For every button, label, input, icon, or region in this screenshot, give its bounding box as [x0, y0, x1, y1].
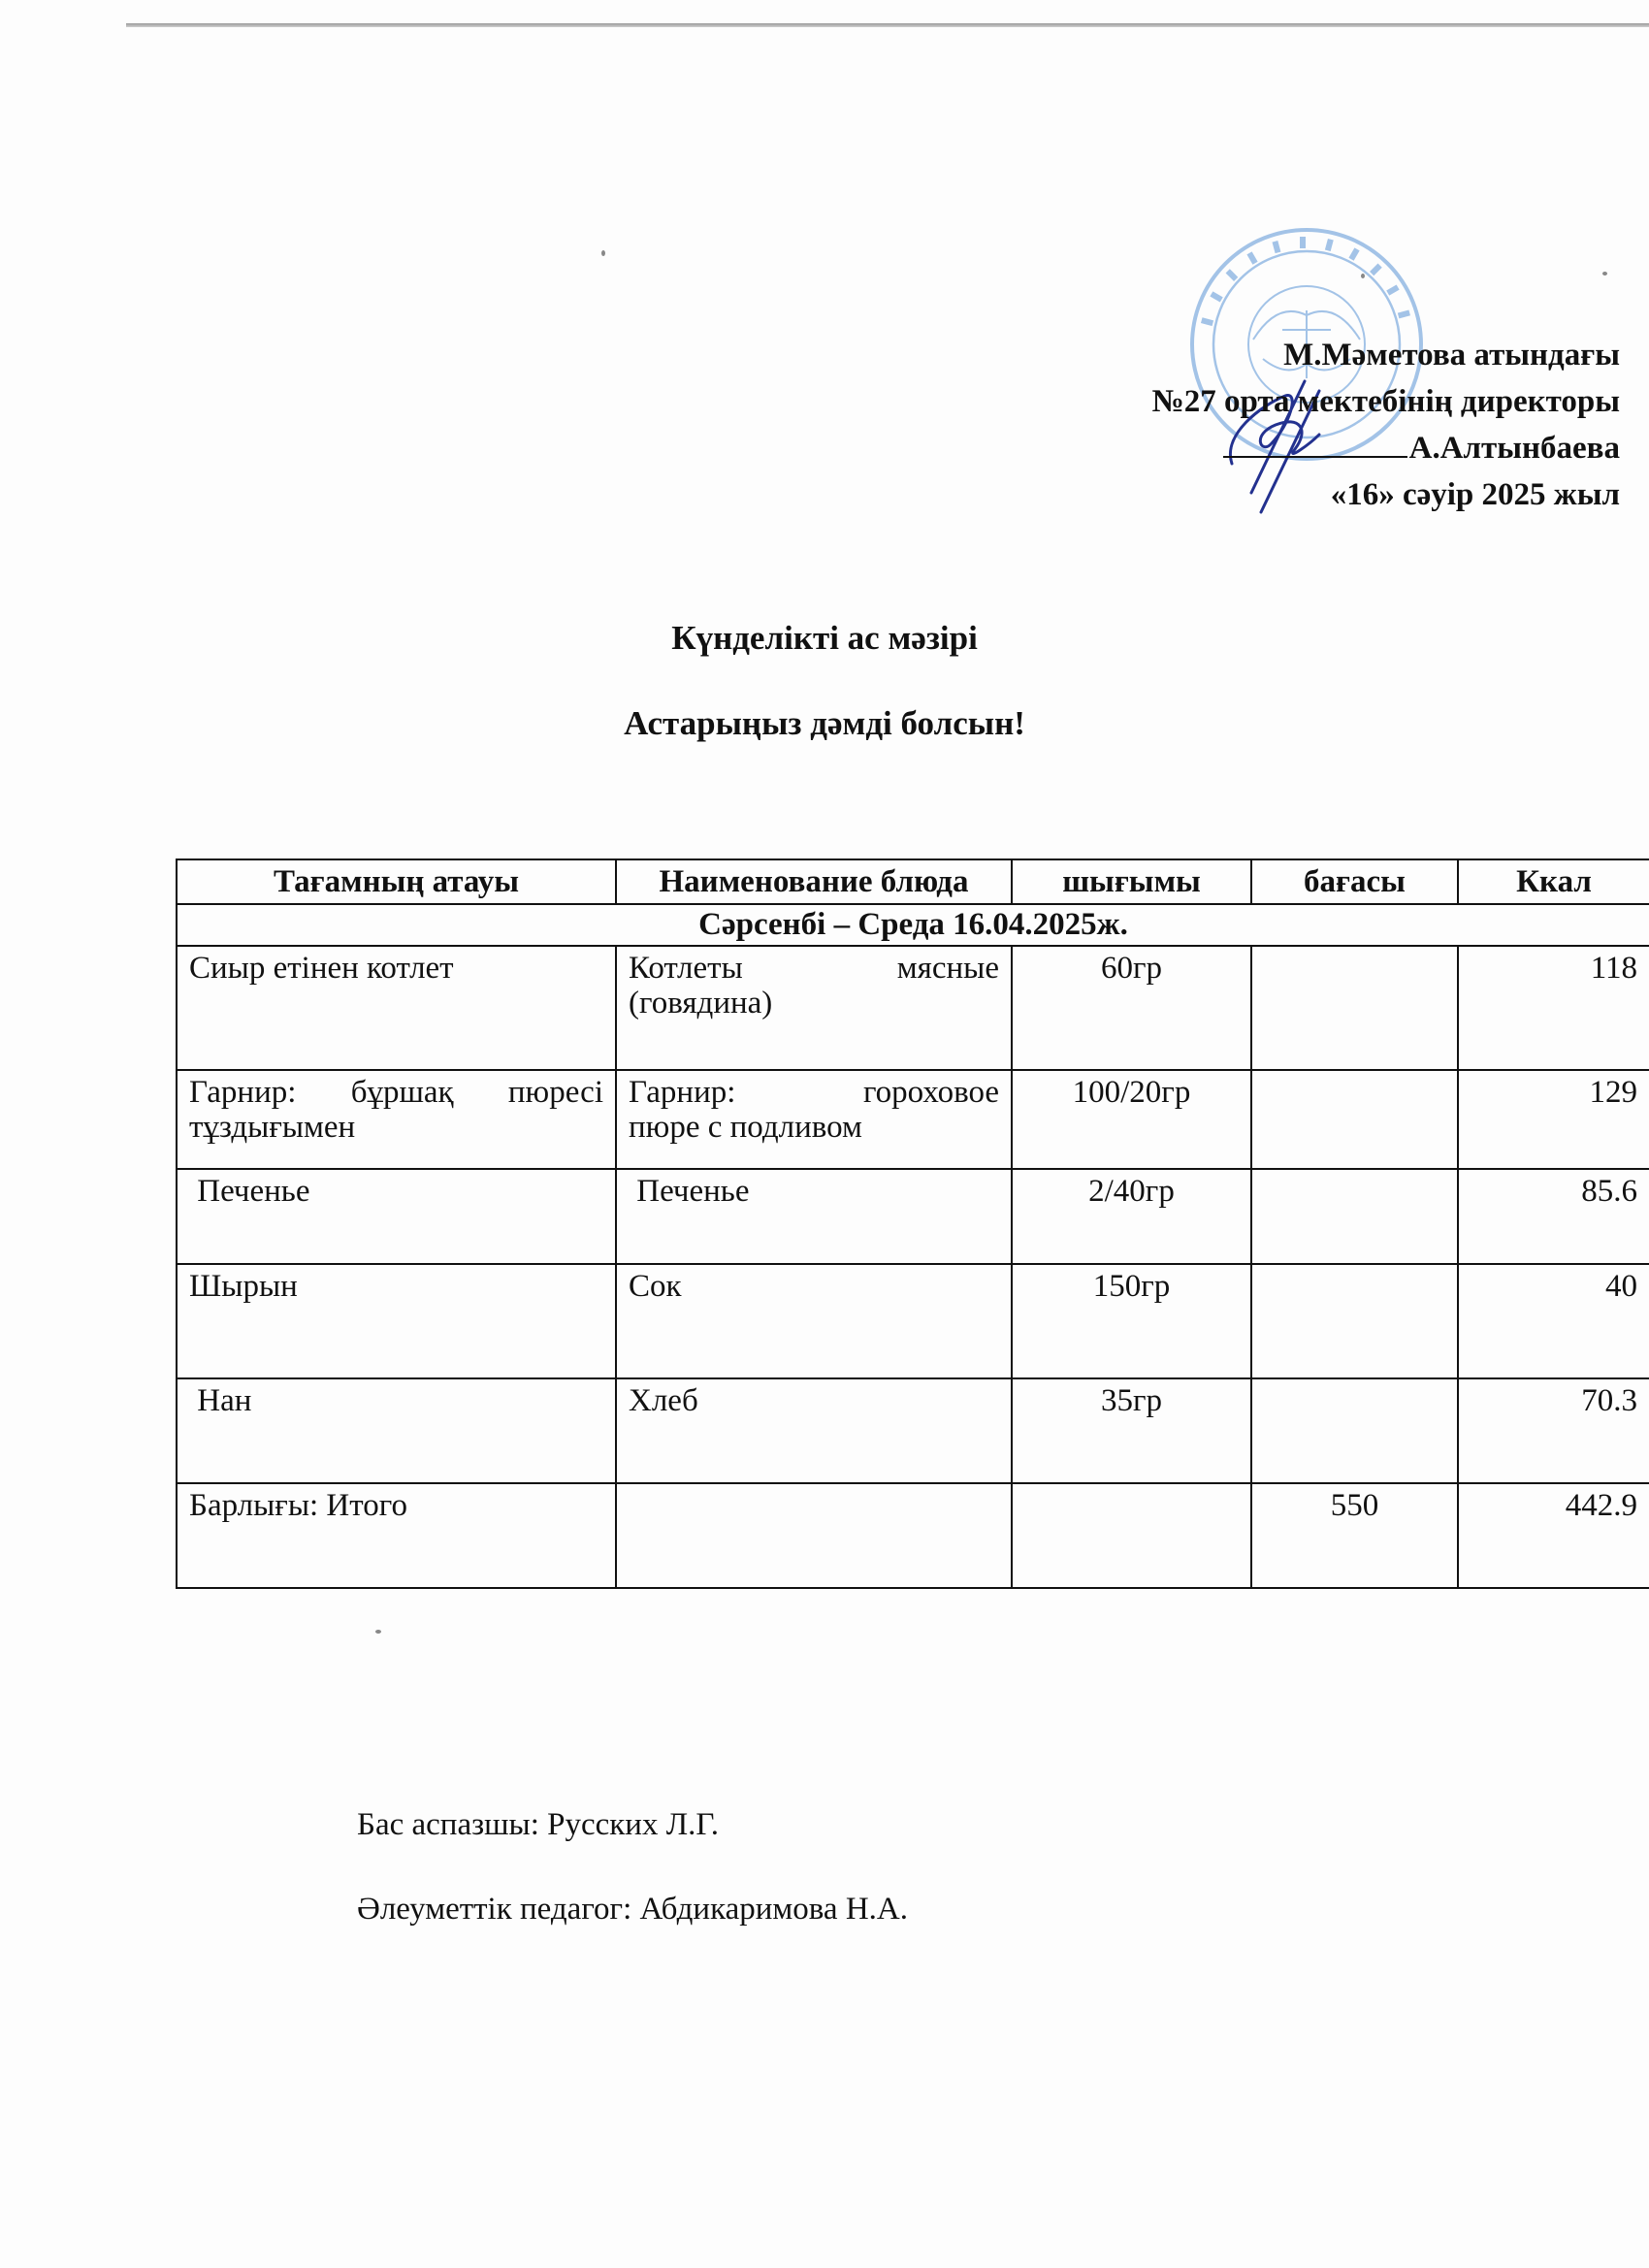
header-ru-name: Наименование блюда [616, 859, 1012, 904]
approval-position: №27 орта мектебінің директоры [1151, 384, 1620, 419]
day-row [177, 904, 1649, 946]
cell-kz-name: Печенье [177, 1169, 616, 1264]
cell-ru-name: Хлеб [616, 1378, 1012, 1483]
cell-portion: 2/40гр [1012, 1169, 1251, 1264]
day-label: Сәрсенбі – Среда 16.04.2025ж. [177, 904, 1649, 946]
approval-school: М.Мәметова атындағы [1283, 338, 1620, 373]
header-price: бағасы [1251, 859, 1458, 904]
cell-kz-name: Шырын [177, 1264, 616, 1378]
chef-signoff: Бас аспазшы: Русских Л.Г. [357, 1807, 719, 1842]
table-row [177, 1378, 1649, 1483]
cell-ru-name: Гарнир: гороховое пюре с подливом [616, 1070, 1012, 1169]
cell-portion: 35гр [1012, 1378, 1251, 1483]
cell-price [1251, 946, 1458, 1070]
cell-kcal: 118 [1458, 946, 1649, 1070]
table-header-row [177, 859, 1649, 904]
cell-kz-name: Гарнир: бұршақ пюресі тұздығымен [177, 1070, 616, 1169]
scan-speck [375, 1630, 381, 1634]
cell-portion [1012, 1483, 1251, 1588]
scan-speck [601, 250, 605, 256]
pedagogue-signoff: Әлеуметтік педагог: Абдикаримова Н.А. [357, 1892, 908, 1927]
cell-total-label: Барлығы: Итого [177, 1483, 616, 1588]
approval-block [883, 332, 1620, 518]
cell-ru-name: Печенье [616, 1169, 1012, 1264]
table-row [177, 1264, 1649, 1378]
menu-table [176, 859, 1649, 1589]
cell-price [1251, 1070, 1458, 1169]
header-kcal: Ккал [1458, 859, 1649, 904]
cell-ru-name: Сок [616, 1264, 1012, 1378]
cell-ru-name: Котлеты мясные (говядина) [616, 946, 1012, 1070]
scan-top-edge [126, 23, 1649, 27]
cell-kz-name: Сиыр етінен котлет [177, 946, 616, 1070]
cell-kcal: 70.3 [1458, 1378, 1649, 1483]
cell-total-price: 550 [1251, 1483, 1458, 1588]
table-row [177, 1169, 1649, 1264]
scan-speck [1602, 272, 1607, 275]
header-portion: шығымы [1012, 859, 1251, 904]
signature-line [1223, 427, 1407, 458]
cell-portion: 150гр [1012, 1264, 1251, 1378]
cell-total-kcal: 442.9 [1458, 1483, 1649, 1588]
page-subtitle: Астарыңыз дәмді болсын! [624, 704, 1025, 742]
table-row [177, 946, 1649, 1070]
approval-director-line [883, 425, 1620, 471]
header-kz-name: Тағамның атауы [177, 859, 616, 904]
cell-portion: 60гр [1012, 946, 1251, 1070]
cell-kcal: 85.6 [1458, 1169, 1649, 1264]
cell-kcal: 40 [1458, 1264, 1649, 1378]
total-row [177, 1483, 1649, 1588]
cell-kz-name: Нан [177, 1378, 616, 1483]
cell-price [1251, 1264, 1458, 1378]
cell-portion: 100/20гр [1012, 1070, 1251, 1169]
table-row [177, 1070, 1649, 1169]
cell-price [1251, 1169, 1458, 1264]
cell-price [1251, 1378, 1458, 1483]
cell-kcal: 129 [1458, 1070, 1649, 1169]
approval-date: «16» сәуір 2025 жыл [1330, 477, 1620, 512]
page-title: Күнделікті ас мәзірі [671, 619, 978, 657]
cell-ru-name [616, 1483, 1012, 1588]
approval-director-name: А.Алтынбаева [1408, 431, 1620, 466]
